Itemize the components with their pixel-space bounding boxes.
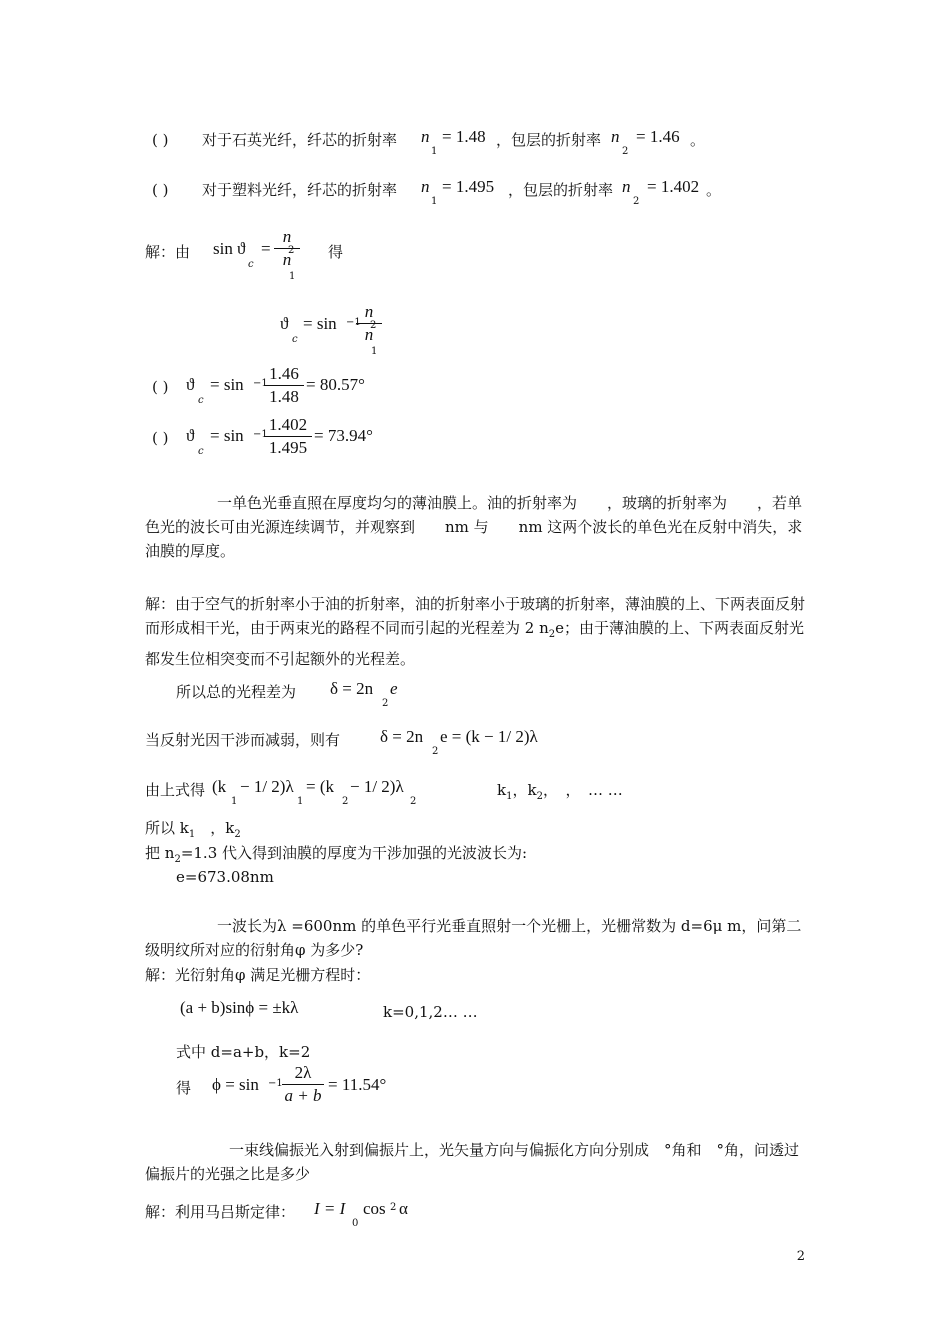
value-n1: = 1.48 [442,127,486,146]
arcsin-sup-3: −1 [253,378,268,389]
arcsin-text-3: = sin [210,375,244,394]
theta-sub-3: c [198,395,204,406]
k-values: k=0,1,2… … [383,1003,478,1021]
k-list-k1: k [497,781,507,799]
eq3-sub2: 1 [297,796,304,807]
item-label-b: ( ) [152,181,169,199]
item-end-b: 。 [706,181,722,199]
eq3-sub1: 1 [231,796,238,807]
symbol-n1: n [421,127,430,146]
value-n2: = 1.46 [636,127,680,146]
theta-sub-4: c [198,446,204,457]
k-list-sub2: 2 [536,791,543,802]
fraction-phi [282,1062,324,1107]
item-text-a: 对于石英光纤，纤芯的折射率 [202,131,398,149]
so-k-line [145,818,241,845]
solution-2-main: 解：由于空气的折射率小于油的折射率，油的折射率小于玻璃的折射率，薄油膜的上、下两表面反射而形成相干光，由于两束光的路程不同而引起的光程差为 2 n [145,595,806,637]
theta-sub-2: c [292,334,298,345]
from-above-label: 由上式得 [145,781,206,799]
arcsin-sup-4: −1 [253,429,268,440]
theta-symbol-4: ϑ [186,426,195,445]
delta-eq-2-sub: 2 [432,746,439,757]
k-list-tail: ， ， … … [542,781,623,799]
fraction-num-sub-b: 2 [370,320,377,331]
fraction-numerator-r1: 1.46 [264,363,304,386]
phi-value: = 11.54° [328,1075,387,1094]
result-value-1: = 80.57° [306,375,365,394]
thickness-result: e=673.08nm [176,868,274,886]
substitute-line [145,843,527,870]
malus-sup: 2 [390,1202,397,1213]
eq3-part4: − 1/ 2)λ [350,777,404,796]
fraction-denominator: n [282,250,292,269]
symbol-n1-b-sub: 1 [431,196,438,207]
solution-label: 解：由 [145,243,191,261]
so-k-sub2: 2 [234,829,241,840]
fraction-denominator-r2: 1.495 [268,438,308,457]
fraction-result-1 [264,363,304,408]
symbol-n2-b: n [622,177,631,196]
fraction-denominator-r1: 1.48 [269,387,299,406]
problem-2-text: 一单色光垂直照在厚度均匀的薄油膜上。油的折射率为 ，玻璃的折射率为 ，若单色光的波长可由光源连续调节，并观察到 nm 与 nm 这两个波长的单色光在反射中消失，求油膜的厚度。 [145,494,803,560]
where-text: 式中 d=a+b，k=2 [176,1043,311,1061]
problem-4-text: 一束线偏振光入射到偏振片上，光矢量方向与偏振化方向分别成 °角和 °角，问透过偏振片的光强之比是多少 [145,1141,800,1183]
arcsin-sup: −1 [346,317,361,328]
phi-eq: ϕ = sin [212,1075,259,1094]
theta-symbol-3: ϑ [186,375,195,394]
item-mid-a: ，包层的折射率 [496,131,602,149]
de-text: 得 [328,243,344,261]
delta-eq-2-tail: e = (k − 1/ 2)λ [440,727,538,746]
eq3-sub3: 2 [342,796,349,807]
symbol-n1-b: n [421,177,430,196]
symbol-n1-sub: 1 [431,146,438,157]
delta-eq-1-e: e [390,679,398,698]
substitute-sub: 2 [174,854,181,865]
result-label-2: ( ) [152,429,169,447]
fraction-den-sub-b: 1 [371,346,378,357]
theta-symbol-2: ϑ [280,314,289,333]
problem-3-text: 一波长为λ =600nm 的单色平行光垂直照射一个光栅上，光栅常数为 d=6μ m，问第二级明纹所对应的衍射角φ 为多少? [145,917,802,959]
de-text-3: 得 [176,1079,192,1097]
item-label-a: ( ) [152,131,169,149]
k-list-mid: ，k [512,781,537,799]
symbol-n2-b-sub: 2 [633,196,640,207]
page-number: 2 [796,1249,805,1264]
theta-symbol: ϑ [237,239,246,258]
fraction-n2-n1-b [356,301,382,346]
weaken-label: 当反射光因干涉而减弱，则有 [145,731,341,749]
malus-law-sub: 0 [352,1218,359,1229]
symbol-n2: n [611,127,620,146]
delta-eq-2: δ = 2n [380,727,424,746]
grating-equation: (a + b)sinϕ = ±kλ [180,998,299,1017]
total-path-label: 所以总的光程差为 [176,683,297,701]
delta-eq-1: δ = 2n [330,679,374,698]
malus-law: I = I [314,1199,346,1218]
substitute-text: 把 n [145,844,175,862]
fraction-numerator-phi: 2λ [282,1062,324,1085]
solution-3-label: 解：光衍射角φ 满足光栅方程时： [145,966,371,984]
fraction-denominator-b: n [364,325,374,344]
value-n2-b: = 1.402 [647,177,700,196]
arcsin-text: = sin [303,314,337,333]
fraction-numerator: n [274,226,300,249]
so-k-mid: ，k [195,819,235,837]
substitute-tail: =1.3 代入得到油膜的厚度为干涉加强的光波波长为: [180,844,528,862]
arcsin-text-4: = sin [210,426,244,445]
item-text-b: 对于塑料光纤，纤芯的折射率 [202,181,398,199]
phi-eq-sup: −1 [268,1078,283,1089]
eq3-sub4: 2 [410,796,417,807]
result-value-2: = 73.94° [314,426,373,445]
fraction-n2-n1 [274,226,300,271]
malus-alpha: α [399,1199,408,1218]
so-k-sub1: 1 [188,829,196,840]
solution-2-text [145,592,810,671]
k-list [497,780,623,807]
value-n1-b: = 1.495 [442,177,495,196]
fraction-num-sub: 2 [288,245,295,256]
k-list-sub1: 1 [506,791,513,802]
item-end-a: 。 [690,131,706,149]
malus-cos: cos [363,1199,386,1218]
eq3-part2: − 1/ 2)λ [240,777,294,796]
delta-eq-1-sub: 2 [382,698,389,709]
item-mid-b: ，包层的折射率 [508,181,614,199]
solution-4-label: 解：利用马吕斯定律： [145,1203,296,1221]
fraction-denominator-phi: a + b [284,1086,322,1105]
fraction-numerator-b: n [356,301,382,324]
solution-2-tail: e；由于薄油膜的上、下两表面反射光都发生位相突变而不引起额外的光程差。 [145,619,805,668]
equals-sign: = [261,239,271,258]
sin-text: sin [213,239,233,258]
solution-2-sub: 2 [548,629,556,640]
fraction-result-2 [264,414,312,459]
fraction-den-sub: 1 [289,271,296,282]
theta-sub: c [248,259,254,270]
eq3-part1: (k [212,777,227,796]
fraction-numerator-r2: 1.402 [264,414,312,437]
so-k-text: 所以 k [145,819,189,837]
eq3-part3: = (k [306,777,334,796]
result-label-1: ( ) [152,378,169,396]
symbol-n2-sub: 2 [622,146,629,157]
